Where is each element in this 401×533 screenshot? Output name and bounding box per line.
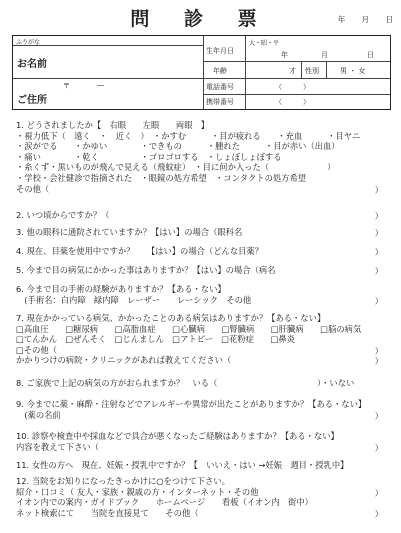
sex-label: 性別 bbox=[305, 67, 319, 75]
date-year: 年 bbox=[337, 15, 346, 24]
question-1-line-5[interactable]: ・糸くず・黒いものが飛んで見える（飛蚊症） ・目に何か入った（ ） bbox=[16, 162, 336, 173]
question-10-line-2[interactable]: 内容を教えて下さい（ bbox=[16, 441, 99, 452]
address-label: ご住所 bbox=[17, 95, 47, 106]
age-label: 年齢 bbox=[213, 67, 227, 75]
date-month: 月 bbox=[361, 15, 370, 24]
mobile-field[interactable]: （ ） bbox=[275, 98, 310, 106]
question-9-line-1: 9. 今までに薬・麻酔・注射などでアレルギーや異常が出たことがありますか？【ある・ない】 bbox=[16, 399, 367, 409]
question-10-line-1: 10. 診察や検査中や採血などで具合が悪くなったご経験はありますか？【ある・ない】 bbox=[16, 431, 339, 441]
furigana-label: ふりがな bbox=[16, 39, 41, 46]
question-7-line-1: 7. 現在かかっている病気、かかったことのある病気はありますか？【ある・ない】 bbox=[16, 313, 326, 323]
question-12-line-2[interactable]: 紹介・口コミ（ 友人・家族・親戚の方・インターネット・その他 bbox=[16, 486, 259, 497]
age-unit: 才 bbox=[289, 67, 296, 75]
question-1-line-7[interactable]: その他（ bbox=[16, 183, 50, 194]
phone-label: 電話番号 bbox=[206, 83, 234, 91]
form-title: 問 診 票 bbox=[130, 8, 271, 30]
birth-month: 月 bbox=[321, 51, 328, 59]
question-4-line-1[interactable]: 4. 現在、目薬を使用中ですか？ 【はい】の場合（どんな目薬？ bbox=[16, 246, 264, 256]
answer-close-paren: ） bbox=[374, 266, 383, 276]
question-6-line-1: 6. 今まで目の手術の経験がありますか？【ある・ない】 bbox=[16, 284, 226, 294]
question-8-line-1[interactable]: 8. ご家族で上記の病気の方がおられますか？ いる（ ）・いない bbox=[16, 378, 355, 388]
answer-close-paren: ） bbox=[374, 345, 383, 356]
birthdate-label: 生年月日 bbox=[206, 47, 234, 55]
answer-close-paren: ） bbox=[374, 442, 383, 453]
question-1-line-2[interactable]: ・視力低下（ 遠く ・ 近く ） ・かすむ ・目が疲れる ・充血 ・目ヤニ bbox=[16, 130, 361, 141]
question-2-line-1[interactable]: 2. いつ頃からですか？（ bbox=[16, 210, 110, 220]
question-12-line-1: 12. 当院をお知りになったきっかけに○をつけて下さい。 bbox=[16, 476, 230, 486]
question-1-line-3[interactable]: ・涙がでる ・かゆい ・できもの ・腫れた ・目が赤い（出血） bbox=[16, 141, 340, 152]
question-1-line-1: 1. どうされましたか【 右眼 左眼 両眼 】 bbox=[16, 120, 210, 130]
postal-dash: ― bbox=[97, 81, 104, 89]
question-12-line-3[interactable]: イオン内での案内・ガイドブック ホームページ 看板（イオン内 街中） bbox=[16, 497, 313, 508]
question-6-line-2[interactable]: (手術名：白内障 緑内障 レーザー レーシック その他 bbox=[16, 294, 252, 305]
question-1-line-6[interactable]: ・学校・会社健診で指摘された ・眼鏡の処方希望 ・コンタクトの処方希望 bbox=[16, 173, 307, 183]
phone-field[interactable]: （ ） bbox=[275, 83, 310, 91]
question-7-line-2[interactable]: □高血圧 □糖尿病 □高脂血症 □心臓病 □腎臓病 □肝臓病 □脳の病気 bbox=[16, 323, 362, 334]
question-7-line-5[interactable]: かかりつけの病院・クリニックがあれば教えてください（ bbox=[16, 355, 232, 366]
date-day: 日 bbox=[385, 15, 393, 24]
era-options[interactable]: 大・昭・平 bbox=[249, 40, 280, 47]
birth-year: 年 bbox=[281, 51, 288, 59]
question-1-line-4[interactable]: ・痛い ・乾く ・ゴロゴロする ・しょぼしょぼする bbox=[16, 151, 282, 162]
patient-info-table bbox=[12, 35, 391, 110]
answer-close-paren: ） bbox=[374, 410, 383, 421]
question-11-line-1[interactable]: 11. 女性の方へ 現在、妊娠・授乳中ですか？【 いいえ・はい →妊娠 週目・授乳中】 bbox=[16, 460, 349, 470]
question-7-line-4[interactable]: □その他（ bbox=[16, 344, 58, 355]
date-field[interactable] bbox=[324, 14, 393, 25]
name-label: お名前 bbox=[17, 59, 47, 70]
question-7-line-3[interactable]: □てんかん □ぜんそく □じんましん □アトピー □花粉症 □鼻炎 bbox=[16, 334, 296, 345]
answer-close-paren: ） bbox=[374, 295, 383, 306]
question-5-line-1[interactable]: 5. 今まで目の病気にかかった事はありますか？【はい】の場合（病名 bbox=[16, 265, 276, 275]
answer-close-paren: ） bbox=[374, 184, 383, 195]
question-12-line-4[interactable]: ネット検索にて 当院を直接見て その他（ bbox=[16, 507, 199, 518]
birth-day: 日 bbox=[367, 51, 374, 59]
answer-close-paren: ） bbox=[374, 211, 383, 221]
answer-close-paren: ） bbox=[374, 228, 383, 238]
answer-close-paren: ） bbox=[374, 487, 383, 498]
postal-mark: 〒 bbox=[63, 82, 70, 90]
answer-close-paren: ） bbox=[374, 508, 383, 519]
mobile-label: 携帯番号 bbox=[206, 98, 234, 106]
answer-close-paren: ） bbox=[374, 356, 383, 367]
sex-options[interactable]: 男 ・ 女 bbox=[340, 67, 366, 75]
question-3-line-1[interactable]: 3. 他の眼科に通院されていますか？【はい】の場合（眼科名 bbox=[16, 227, 243, 237]
question-9-line-2[interactable]: (薬の名前 bbox=[16, 409, 61, 420]
answer-close-paren: ） bbox=[374, 247, 383, 257]
